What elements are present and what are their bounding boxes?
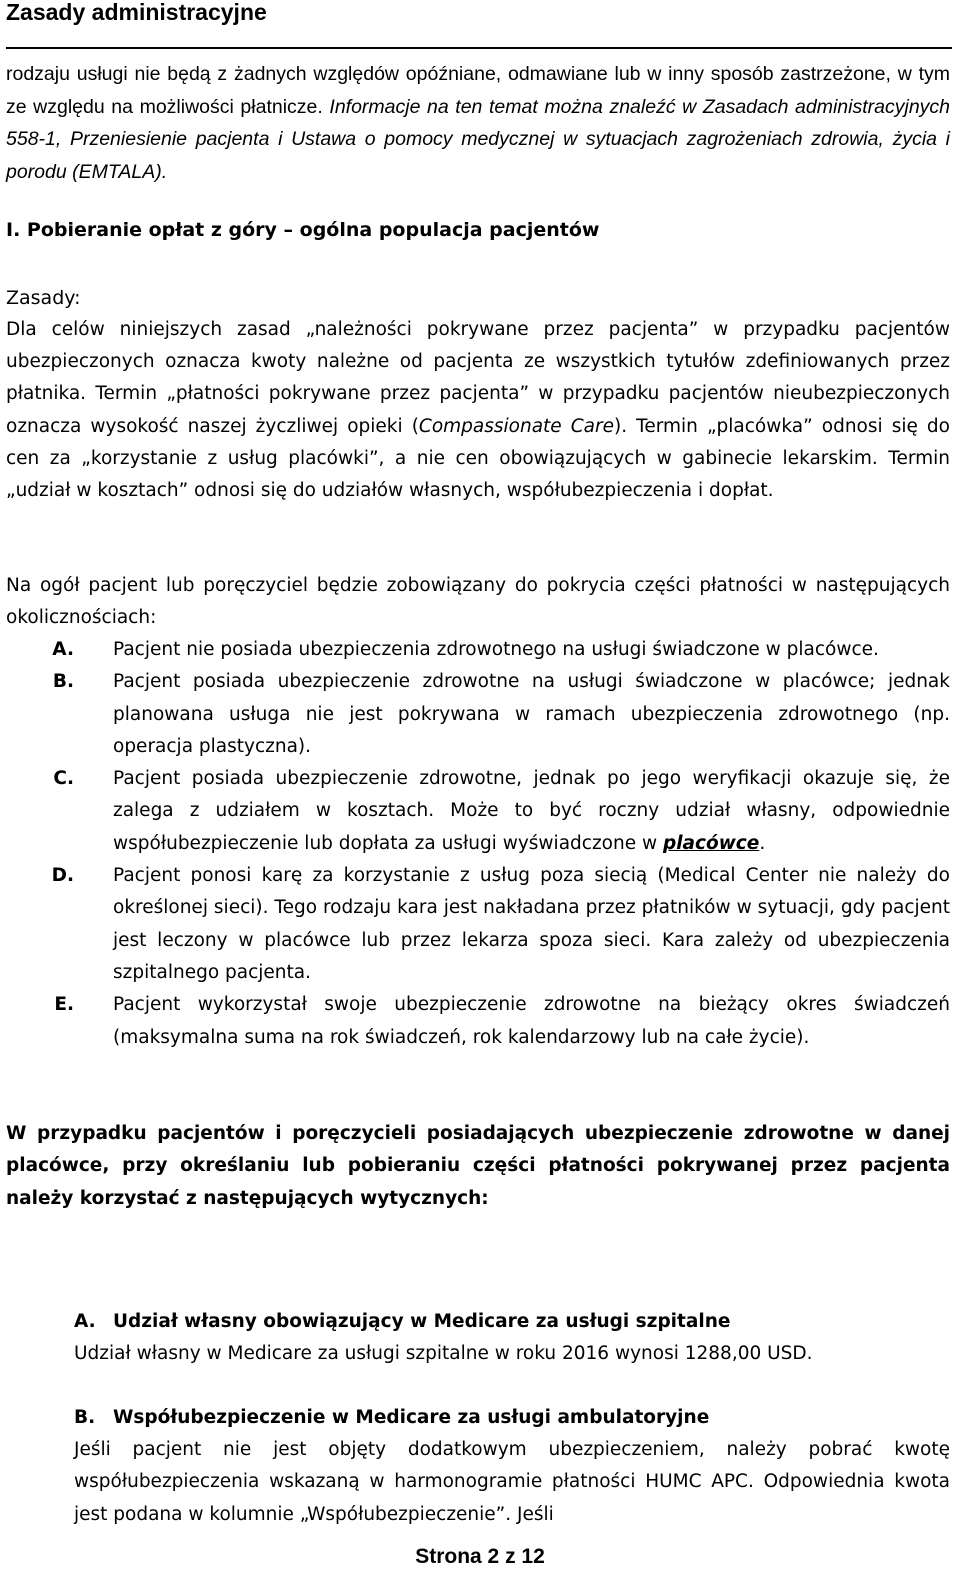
intro-paragraph — [6, 58, 950, 188]
list-item-text: Pacjent nie posiada ubezpieczenia zdrowotnego na usługi świadczone w placówce. — [113, 639, 879, 660]
list-item-text: Pacjent posiada ubezpieczenie zdrowotne na usługi świadczone w placówce; jednak planowana usługa nie jest pokrywana w ramach ubezpieczenia zdrowotnego (np. operacja plastyczna). — [113, 671, 950, 757]
list-marker: B. — [52, 671, 74, 693]
list-item — [6, 666, 950, 763]
intro-italic-text: Informacje na ten temat można znaleźć w Zasadach administracyjnych 558-1, Przeniesienie pacjenta i Ustawa o pomocy medycznej w sytuacjach zagrożeniach zdrowia, życia i porodu (EMTALA). — [6, 95, 951, 183]
circumstances-list — [6, 634, 950, 1054]
list-item-text-main: Pacjent posiada ubezpieczenie zdrowotne, jednak po jego weryfikacji okazuje się, że zalega z udziałem w kosztach. Może to być roczny udział własny, odpowiednie współubezpieczenie lub dopłata za usługi wyświadczone w — [113, 768, 950, 854]
definitions-part1: Dla celów niniejszych zasad „należności pokrywane przez pacjenta” w przypadku pacjentów ubezpieczonych oznacza kwoty należne od pacjenta ze wszystkich tytułów zdefiniowanych przez płatnika. Termin „płatności pokrywane przez pacjenta” w przypadku pacjentów nieubezpieczonych oznacza wysokość naszej życzliwej opieki ( — [6, 319, 950, 437]
list-item — [6, 763, 950, 860]
general-paragraph: Na ogół pacjent lub poręczyciel będzie zobowiązany do pokrycia części płatności w następujących okolicznościach: — [6, 575, 950, 629]
list-marker: C. — [53, 768, 74, 790]
subsection-a-heading — [74, 1306, 730, 1338]
subsection-b-heading — [74, 1402, 709, 1434]
definitions-part2: ). Termin „placówka” odnosi się do cen za „korzystanie z usług placówki”, a nie cen obowiązujących w gabinecie lekarskim. Termin „udział w kosztach” odnosi się do udziałów własnych, współubezpieczenia i dopłat. — [6, 415, 950, 502]
subsection-b-marker: B. — [74, 1407, 96, 1428]
subsection-b-title: Współubezpieczenie w Medicare za usługi ambulatoryjne — [113, 1407, 710, 1428]
subsection-a-marker: A. — [74, 1311, 96, 1332]
subsection-a-title: Udział własny obowiązujący w Medicare za usługi szpitalne — [113, 1311, 731, 1332]
list-item-emphasis: placówce — [662, 832, 760, 854]
page-number: Strona 2 z 12 — [415, 1545, 545, 1568]
list-item — [6, 860, 950, 989]
section-heading: I. Pobieranie opłat z góry – ogólna populacja pacjentów — [6, 219, 600, 241]
list-marker: E. — [54, 994, 74, 1016]
document-header-title: Zasady administracyjne — [6, 0, 267, 25]
intro-text: rodzaju usługi nie będą z żadnych względów opóźniane, odmawiane lub w inny sposób zastrzeżone, w tym ze względu na możliwości płatnicze. — [6, 63, 950, 118]
list-marker: D. — [51, 865, 74, 887]
list-item — [6, 634, 950, 666]
list-item-text-tail: . — [759, 832, 766, 854]
definitions-italic-term: Compassionate Care — [418, 415, 615, 437]
policy-label: Zasady: — [6, 287, 81, 309]
list-item-text — [113, 763, 950, 860]
guidelines-intro-paragraph: W przypadku pacjentów i poręczycieli posiadających ubezpieczenie zdrowotne w danej placówce, przy określaniu lub pobieraniu części płatności pokrywanej przez pacjenta należy korzystać z następujących wytycznych: — [6, 1123, 950, 1209]
list-item-text: Pacjent wykorzystał swoje ubezpieczenie zdrowotne na bieżący okres świadczeń (maksymalna suma na rok świadczeń, rok kalendarzowy lub na całe życie). — [113, 994, 950, 1048]
definitions-paragraph — [6, 314, 950, 507]
subsection-b-text: Jeśli pacjent nie jest objęty dodatkowym ubezpieczeniem, należy pobrać kwotę współubezpieczenia wskazaną w harmonogramie płatności HUMC APC. Odpowiednia kwota jest podana w kolumnie „Współubezpieczenie”. Jeśli — [74, 1439, 950, 1525]
list-item — [6, 989, 950, 1054]
list-marker: A. — [52, 639, 74, 660]
list-item-text: Pacjent ponosi karę za korzystanie z usług poza siecią (Medical Center nie należy do określonej sieci). Tego rodzaju kara jest nakładana przez płatników w sytuacji, gdy pacjent jest leczony w placówce lub przez lekarza spoza sieci. Kara zależy od ubezpieczenia szpitalnego pacjenta. — [113, 865, 950, 983]
header-divider — [6, 47, 952, 49]
subsection-a-text: Udział własny w Medicare za usługi szpitalne w roku 2016 wynosi 1288,00 USD. — [74, 1343, 813, 1364]
